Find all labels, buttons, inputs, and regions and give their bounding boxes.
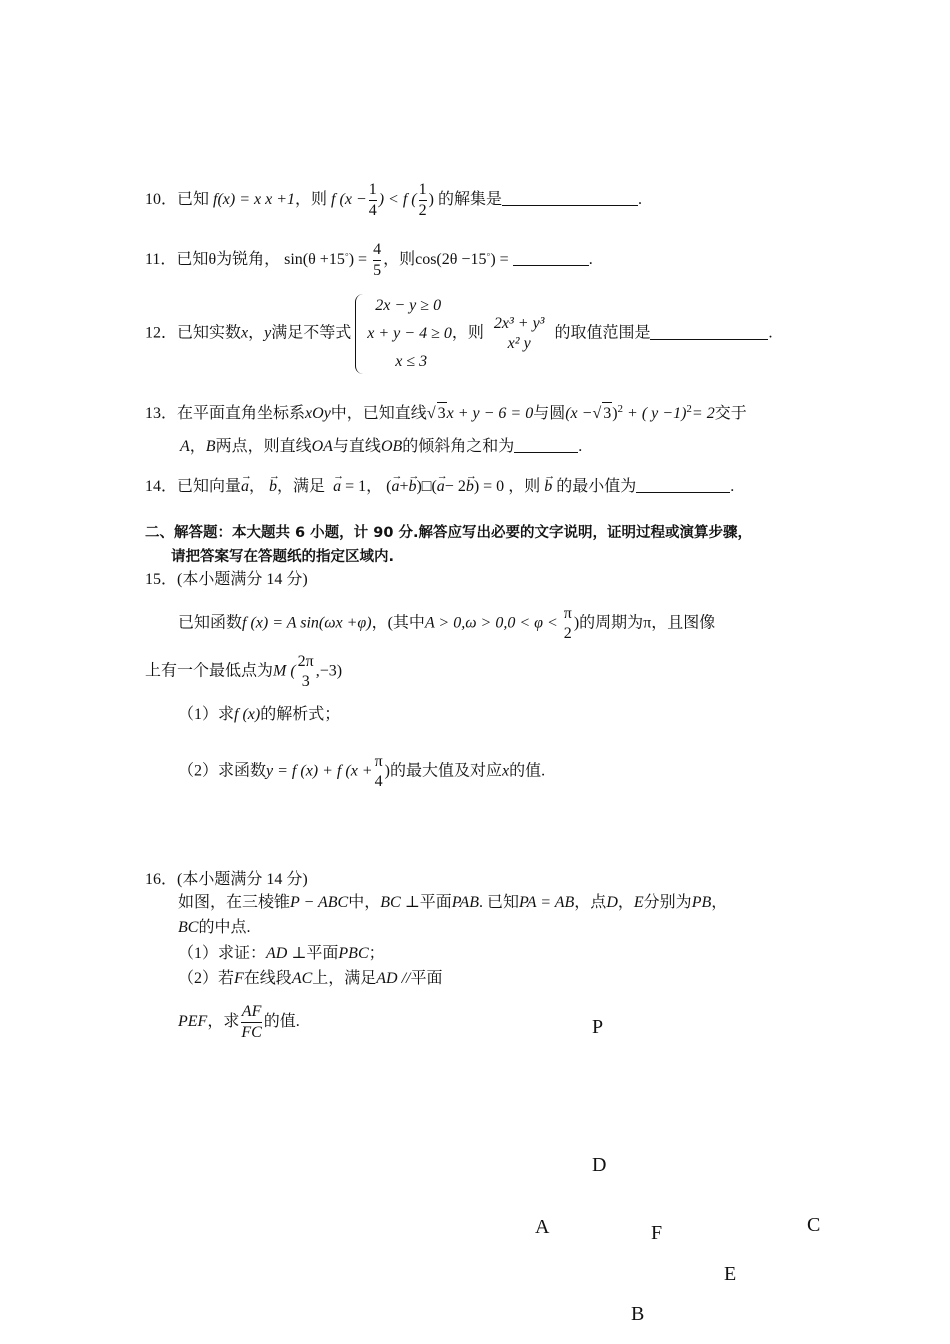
q10-inequality: f (x −: [331, 191, 367, 209]
question-12: [145, 292, 772, 376]
paren: ): [384, 762, 390, 780]
paren: ): [416, 478, 422, 495]
answer-blank: [513, 249, 589, 266]
segment-ad-parallel: AD //: [376, 970, 411, 987]
exponent: 2: [686, 403, 692, 415]
figure-label-e: E: [724, 1263, 737, 1285]
q15-function: f (x) = A sin(ωx +φ): [242, 614, 372, 632]
segment-bc: BC ⊥: [380, 894, 420, 911]
q15-text: ，且图像: [651, 614, 716, 632]
q15-m-fraction: 2π 3: [297, 653, 314, 690]
q15-sub-text: 的值.: [509, 762, 546, 780]
vector-a: → a: [391, 476, 399, 498]
q10-fraction-half: $\frac{1}{2}$: [418, 181, 427, 219]
q16-text: 中，: [348, 894, 381, 911]
separator: ，: [248, 324, 265, 342]
line-equation: x + y − 6 = 0: [446, 405, 534, 422]
degree-symbol: ◦: [344, 249, 349, 262]
q12-text: 的取值范围是: [554, 324, 651, 342]
figure-label-f: F: [651, 1222, 663, 1244]
plane-pbc: PBC: [338, 945, 369, 962]
answer-blank: [636, 476, 730, 493]
question-16-line1: [178, 892, 727, 914]
vector-a: → a: [333, 476, 341, 498]
q10-function-def: f(x) = x x +1: [213, 191, 296, 209]
segment-bc: BC: [178, 919, 199, 936]
paren: ): [612, 405, 618, 422]
operator: +: [399, 478, 409, 495]
point-e: E: [633, 894, 644, 911]
figure-label-d: D: [592, 1154, 607, 1176]
question-number: 14．: [145, 478, 178, 495]
line-ob: OB: [380, 438, 403, 455]
q15-sum-function: y = f (x) + f (x +: [266, 762, 373, 780]
figure-label-p: P: [592, 1016, 604, 1038]
q11-text: 为锐角，: [216, 251, 281, 269]
question-15-header: 15．(本小题满分 14 分): [145, 571, 308, 588]
q16-sub-text: ，求: [207, 1013, 240, 1031]
section-heading: 二、解答题：本大题共 6 小题，计 90 分.解答应写出必要的文字说明，证明过程或演算步骤，: [145, 525, 752, 541]
pyramid-name: P − ABC: [290, 894, 349, 911]
q10-text: 已知: [177, 191, 210, 209]
point-f: F: [234, 970, 244, 987]
circle-equation: + ( y −1): [627, 405, 687, 422]
q15-sub-text: 的最大值及对应: [390, 762, 503, 780]
q12-text: 满足不等式: [271, 324, 352, 342]
vector-a: → a: [437, 476, 445, 498]
paren: (: [386, 478, 392, 495]
q10-fraction-quarter: $\frac{1}{4}$: [368, 181, 377, 219]
point-m-tail: ,−3): [315, 662, 343, 680]
q10-text: ，则: [295, 191, 328, 209]
q16-text: ，点: [574, 894, 607, 911]
question-number: 10．: [145, 191, 178, 209]
q13-text: 与直线: [332, 438, 381, 455]
q14-condition: = 1: [345, 478, 367, 495]
q16-sub-text: 平面: [410, 970, 443, 987]
vector-b: → b: [544, 476, 552, 498]
q15-sub-text: （2）求函数: [178, 762, 267, 780]
q16-sub-text: 在线段: [243, 970, 292, 987]
point-d: D: [606, 894, 618, 911]
vector-a: → a: [241, 476, 249, 498]
q14-condition: ) = 0: [473, 478, 505, 495]
paren: (: [431, 478, 437, 495]
vector-b: → b: [466, 476, 474, 498]
q13-text: 的倾斜角之和为: [402, 438, 515, 455]
q16-text: 的中点.: [198, 919, 251, 936]
period: .: [768, 324, 773, 342]
period: .: [578, 438, 583, 455]
separator: ；: [368, 945, 385, 962]
q15-text: 已知函数: [178, 614, 243, 632]
q13-text: 与圆: [533, 405, 566, 422]
q13-text: 在平面直角坐标系: [177, 405, 306, 422]
q16-ratio-af-fc: $\frac{AF}{FC}$: [241, 1003, 262, 1041]
q15-text: )的周期为: [573, 614, 644, 632]
question-15-line2: [145, 652, 342, 692]
separator: ，: [711, 894, 728, 911]
q14-text: 已知向量: [177, 478, 242, 495]
answer-blank: [514, 436, 578, 453]
var-y: y: [264, 324, 272, 342]
q15-sub-text: 的解析式；: [260, 706, 341, 723]
exponent: 2: [617, 403, 624, 415]
var-x: x: [502, 762, 510, 780]
equality-pa-ab: PA = AB: [519, 894, 575, 911]
question-16-sub2: [178, 968, 443, 990]
q16-text: . 已知: [479, 894, 520, 911]
figure-label-a: A: [535, 1216, 550, 1238]
sqrt-symbol: √: [426, 405, 436, 422]
q10-inequality: ) < f (: [378, 191, 417, 209]
q11-cos-tail: ) =: [490, 251, 509, 269]
vector-b: → b: [408, 476, 416, 498]
sqrt-symbol: √: [592, 405, 602, 422]
segment-ac: AC: [291, 970, 313, 987]
period: .: [637, 191, 642, 209]
circle-equation: = 2: [691, 405, 715, 422]
question-16-sub2-cont: [178, 1002, 300, 1043]
question-15-sub1: [178, 704, 340, 726]
q12-text: ，则: [451, 324, 484, 342]
vector-b: → b: [269, 476, 277, 498]
separator: ，: [249, 478, 266, 495]
question-16-sub1: [178, 943, 385, 965]
sqrt-radicand: 3: [602, 402, 612, 425]
point-a: A: [180, 438, 190, 455]
question-number: 12．: [145, 324, 178, 342]
q15-function-ref: f (x): [234, 706, 261, 723]
plane-pef: PEF: [178, 1013, 208, 1031]
q12-target-expression: 2x³ + y³ x² y: [493, 315, 545, 352]
q16-text: 平面: [419, 894, 452, 911]
q15-pi-over-2: π 2: [563, 605, 572, 642]
q15-text: 上有一个最低点为: [145, 662, 274, 680]
answer-blank: [650, 323, 768, 340]
circle-equation: (x −: [565, 405, 593, 422]
period: .: [588, 251, 593, 269]
question-13-line1: [145, 398, 747, 425]
separator: ，: [366, 478, 383, 495]
question-15-line1: [178, 604, 715, 644]
q16-sub-text: （2）若: [178, 970, 235, 987]
degree-symbol: ◦: [486, 249, 491, 262]
q11-text: 已知: [176, 251, 209, 269]
period: .: [730, 478, 735, 495]
segment-pb: PB: [691, 894, 712, 911]
q15-text: ，(其中: [371, 614, 425, 632]
q11-fraction: $\frac{4}{5}$: [373, 241, 382, 279]
inequality-system: 2x − y ≥ 0 x + y − 4 ≥ 0 x ≤ 3: [355, 292, 452, 376]
question-11: [145, 240, 593, 281]
line-oa: OA: [311, 438, 333, 455]
q11-cos-expr: cos(2θ −15: [415, 251, 487, 269]
question-number: 13．: [145, 405, 178, 422]
question-10: [145, 180, 642, 221]
segment-ad: AD ⊥: [266, 945, 307, 962]
sqrt-radicand: 3: [437, 402, 447, 425]
q13-text: 中，已知直线: [330, 405, 427, 422]
q14-text: ，满足: [277, 478, 326, 495]
q14-text: ，则: [508, 478, 541, 495]
q16-sub-text: 平面: [306, 945, 339, 962]
q16-sub-text: （1）求证：: [178, 945, 267, 962]
q16-text: 分别为: [643, 894, 692, 911]
q16-sub-text: 上，满足: [312, 970, 377, 987]
theta-symbol: θ: [208, 251, 217, 269]
operator: − 2: [444, 478, 466, 495]
coordinate-system: xOy: [305, 405, 331, 422]
question-number: 11．: [145, 251, 177, 269]
pi-symbol: π: [643, 614, 652, 632]
q13-text: 两点，则直线: [215, 438, 312, 455]
q12-text: 已知实数: [177, 324, 242, 342]
section-heading-cont: 请把答案写在答题纸的指定区域内.: [171, 549, 395, 565]
q10-paren: ): [428, 191, 434, 209]
question-13-line2: [180, 436, 582, 458]
dot-product-symbol: □: [421, 478, 432, 495]
separator: ，: [189, 438, 206, 455]
separator: ，: [617, 894, 634, 911]
q15-pi-over-4: π 4: [374, 753, 383, 790]
q15-sub-text: （1）求: [178, 706, 235, 723]
question-15-sub2: [178, 752, 545, 792]
var-x: x: [241, 324, 249, 342]
figure-label-c: C: [807, 1214, 821, 1236]
q16-text: 如图，在三棱锥: [178, 894, 291, 911]
figure-label-b: B: [631, 1303, 645, 1325]
q13-text: 交于: [714, 405, 747, 422]
q16-sub-text: 的值.: [263, 1013, 300, 1031]
question-14: [145, 476, 734, 498]
plane-pab: PAB: [451, 894, 480, 911]
q11-sin-tail: ) =: [348, 251, 368, 269]
q10-text: 的解集是: [437, 191, 502, 209]
answer-blank: [502, 189, 638, 206]
q11-text: ，则: [383, 251, 416, 269]
point-m: M (: [273, 662, 296, 680]
q15-conditions: A > 0,ω > 0,0 < φ <: [424, 614, 558, 632]
q11-sin-expr: sin(θ +15: [284, 251, 345, 269]
q14-text: 的最小值为: [556, 478, 637, 495]
point-b: B: [205, 438, 216, 455]
question-16-header: 16．(本小题满分 14 分): [145, 871, 308, 888]
question-16-line2: [178, 917, 250, 939]
